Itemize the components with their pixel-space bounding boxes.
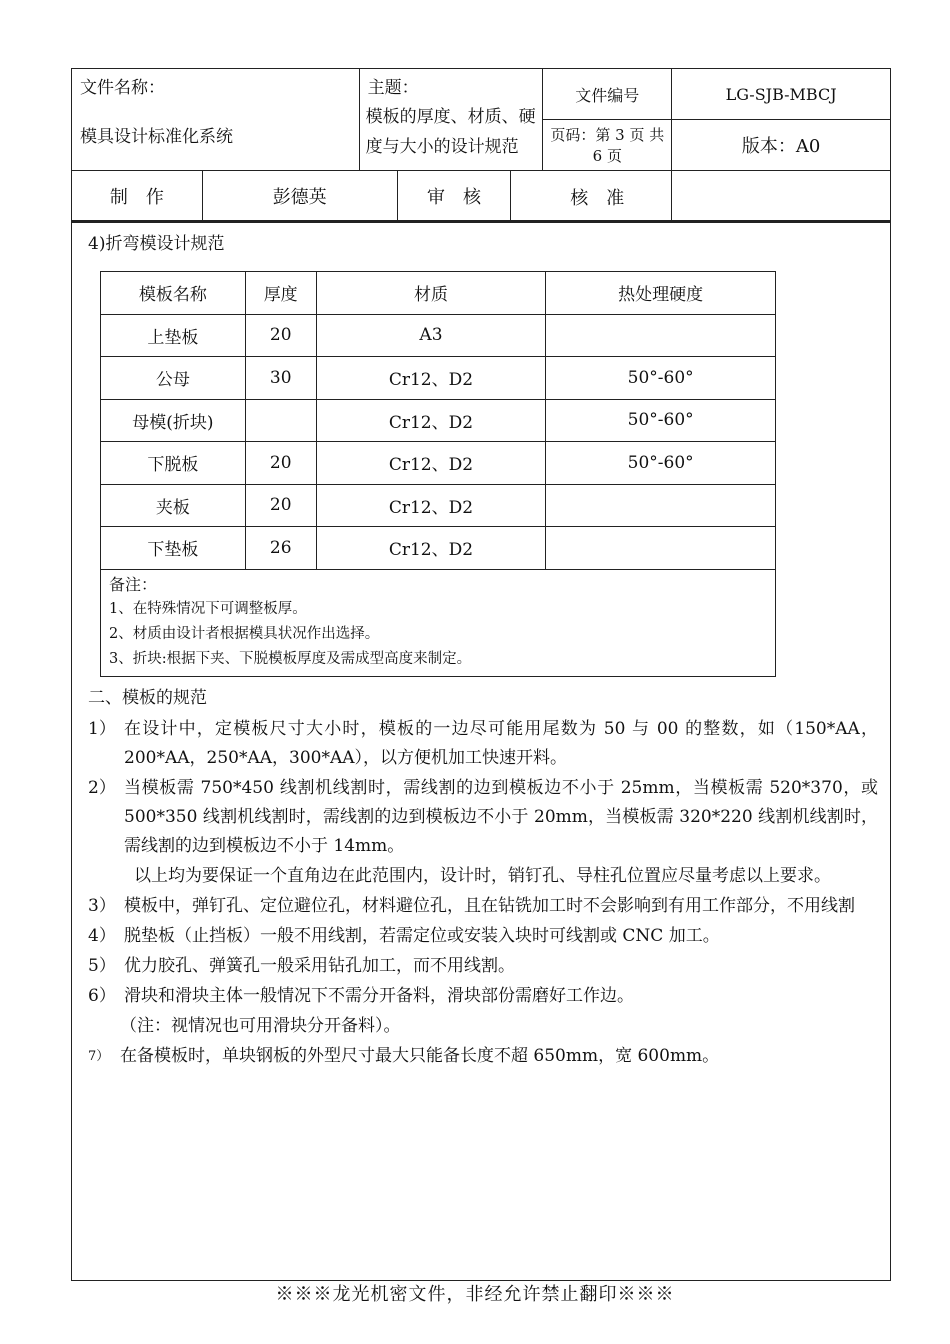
- paragraph-text: 当模板需 750*450 线割机线割时，需线割的边到模板边不小于 25mm，当模板需 520*370，或 500*350 线割机线割时，需线割的边到模板边不小于 20mm，当模板需 320*220 线割机线割时，需线割的边到模板边不小于 14mm。: [124, 778, 878, 856]
- col-header-thickness: 厚度: [245, 272, 316, 315]
- review-label: 审 核: [397, 171, 511, 221]
- cell-hardness: 50°-60°: [546, 357, 776, 400]
- cell-hardness: [546, 314, 776, 357]
- cell-material: Cr12、D2: [316, 357, 546, 400]
- paragraph-number: 1）: [88, 719, 116, 739]
- notes-cell: [101, 569, 776, 676]
- paragraph-text: 滑块和滑块主体一般情况下不需分开备料，滑块部份需磨好工作边。: [124, 986, 634, 1006]
- paragraph-3: [88, 892, 878, 921]
- paragraph-number: 2）: [88, 778, 116, 798]
- cell-hardness: [546, 484, 776, 527]
- notes-row: [101, 569, 776, 676]
- confidential-footer: ※※※龙光机密文件，非经允许禁止翻印※※※: [275, 1284, 675, 1305]
- cell-hardness: [546, 527, 776, 570]
- cell-thickness: 26: [245, 527, 316, 570]
- paragraph-text: 优力胶孔、弹簧孔一般采用钻孔加工，而不用线割。: [124, 956, 515, 976]
- paragraph-1: [88, 715, 878, 773]
- col-header-material: 材质: [316, 272, 546, 315]
- template-spec-section: [88, 684, 878, 1072]
- paragraph-2-continued: [88, 862, 878, 891]
- spec-table: [100, 271, 776, 677]
- cell-thickness: 20: [245, 314, 316, 357]
- cell-name: 下垫板: [101, 527, 246, 570]
- subject-label: 主题：: [367, 78, 419, 98]
- cell-material: Cr12、D2: [316, 399, 546, 442]
- paragraph-text: （注：视情况也可用滑块分开备料）。: [120, 1016, 401, 1036]
- approve-cell: [570, 171, 891, 221]
- col-header-name: 模板名称: [101, 272, 246, 315]
- paragraph-4: [88, 922, 878, 951]
- subject-value: 模板的厚度、材质、硬度与大小的设计规范: [365, 107, 536, 157]
- cell-name: 上垫板: [101, 314, 246, 357]
- cell-hardness: 50°-60°: [546, 399, 776, 442]
- version: 版本：A0: [672, 120, 891, 171]
- table-row: [101, 484, 776, 527]
- section-title-template-spec: 二、模板的规范: [88, 688, 207, 708]
- paragraph-number: 3）: [88, 896, 116, 916]
- page-number: 页码：第 3 页 共 6 页: [543, 120, 672, 171]
- cell-name: 夹板: [101, 484, 246, 527]
- cell-material: Cr12、D2: [316, 484, 546, 527]
- made-value: 彭德英: [202, 171, 397, 221]
- col-header-hardness: 热处理硬度: [546, 272, 776, 315]
- note-item: 1、在特殊情况下可调整板厚。: [109, 600, 307, 617]
- notes-label: 备注：: [109, 574, 158, 594]
- made-label: 制 作: [72, 171, 203, 221]
- paragraph-text: 在设计中，定模板尺寸大小时，模板的一边尽可能用尾数为 50 与 00 的整数，如（150*AA，200*AA，250*AA，300*AA），以方便机加工快速开料。: [124, 719, 878, 768]
- cell-hardness: 50°-60°: [546, 442, 776, 485]
- table-row: [101, 357, 776, 400]
- paragraph-text: 模板中，弹钉孔、定位避位孔，材料避位孔，且在钻铣加工时不会影响到有用工作部分，不用线割: [124, 896, 855, 916]
- cell-thickness: 30: [245, 357, 316, 400]
- paragraph-7: [88, 1042, 878, 1071]
- note-item: 3、折块:根据下夹、下脱模板厚度及需成型高度来制定。: [109, 650, 472, 667]
- file-name-label: 文件名称：: [80, 78, 165, 98]
- table-row: [101, 314, 776, 357]
- paragraph-2: [88, 774, 878, 861]
- paragraph-5: [88, 952, 878, 981]
- cell-material: A3: [316, 314, 546, 357]
- paragraph-number: 7）: [88, 1049, 110, 1064]
- file-name-value: 模具设计标准化系统: [80, 127, 233, 147]
- cell-thickness: [245, 399, 316, 442]
- cell-name: 公母: [101, 357, 246, 400]
- cell-name: 下脱板: [101, 442, 246, 485]
- paragraph-6-note: [88, 1012, 878, 1041]
- subject-cell: [359, 69, 543, 171]
- paragraph-number: 5）: [88, 956, 116, 976]
- section-title-bending-die: 4)折弯模设计规范: [88, 234, 225, 254]
- paragraph-text: 脱垫板（止挡板）一般不用线割，若需定位或安装入块时可线割或 CNC 加工。: [124, 926, 720, 946]
- paragraph-6: [88, 982, 878, 1011]
- paragraph-text: 以上均为要保证一个直角边在此范围内，设计时，销钉孔、导柱孔位置应尽量考虑以上要求。: [134, 866, 831, 886]
- paragraph-number: 4）: [88, 926, 116, 946]
- doc-no-label: 文件编号: [543, 69, 672, 120]
- doc-no-value: LG-SJB-MBCJ: [672, 69, 891, 120]
- cell-thickness: 20: [245, 442, 316, 485]
- table-row: [101, 442, 776, 485]
- spec-table-header: [101, 272, 776, 315]
- cell-material: Cr12、D2: [316, 527, 546, 570]
- file-name-cell: [72, 69, 360, 171]
- paragraph-number: 6）: [88, 986, 116, 1006]
- cell-name: 母模(折块): [101, 399, 246, 442]
- approve-label: 核 准: [570, 188, 625, 209]
- table-row: [101, 527, 776, 570]
- header-divider: [71, 221, 891, 223]
- cell-material: Cr12、D2: [316, 442, 546, 485]
- paragraph-text: 在备模板时，单块钢板的外型尺寸最大只能备长度不超 650mm，宽 600mm。: [120, 1046, 720, 1066]
- cell-thickness: 20: [245, 484, 316, 527]
- document-header: [71, 68, 891, 221]
- note-item: 2、材质由设计者根据模具状况作出选择。: [109, 625, 380, 642]
- table-row: [101, 399, 776, 442]
